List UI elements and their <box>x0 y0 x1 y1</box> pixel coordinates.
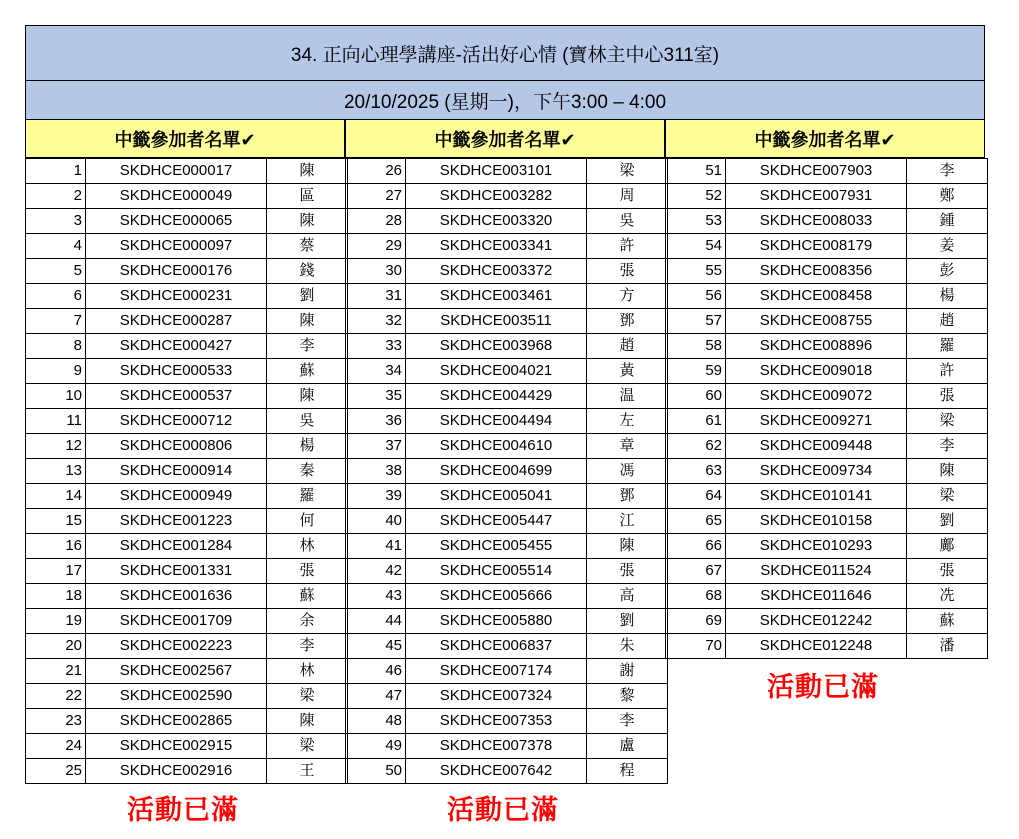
participant-surname: 馮 <box>587 459 668 484</box>
participant-surname: 羅 <box>267 484 348 509</box>
participant-number: 8 <box>26 334 86 359</box>
participant-surname: 蘇 <box>267 584 348 609</box>
table-row <box>346 659 668 684</box>
table-row <box>346 484 668 509</box>
participant-number: 60 <box>666 384 726 409</box>
participant-code: SKDHCE009271 <box>726 409 907 434</box>
participant-surname: 許 <box>907 359 988 384</box>
participant-code: SKDHCE007174 <box>406 659 587 684</box>
table-row <box>26 534 348 559</box>
table-row <box>666 259 988 284</box>
table-row <box>26 659 348 684</box>
participant-surname: 李 <box>907 434 988 459</box>
table-row <box>346 259 668 284</box>
participant-number: 9 <box>26 359 86 384</box>
participant-code: SKDHCE000231 <box>86 284 267 309</box>
participant-number: 34 <box>346 359 406 384</box>
participant-number: 22 <box>26 684 86 709</box>
participant-code: SKDHCE001223 <box>86 509 267 534</box>
participant-code: SKDHCE002865 <box>86 709 267 734</box>
participant-number: 6 <box>26 284 86 309</box>
participant-number: 39 <box>346 484 406 509</box>
participant-code: SKDHCE006837 <box>406 634 587 659</box>
participant-number: 66 <box>666 534 726 559</box>
table-row <box>26 284 348 309</box>
participant-number: 26 <box>346 159 406 184</box>
participant-surname: 朱 <box>587 634 668 659</box>
participant-code: SKDHCE011646 <box>726 584 907 609</box>
participant-surname: 張 <box>907 384 988 409</box>
table-row <box>346 409 668 434</box>
participant-code: SKDHCE007378 <box>406 734 587 759</box>
table-row <box>346 384 668 409</box>
participant-code: SKDHCE007353 <box>406 709 587 734</box>
participant-surname: 楊 <box>907 284 988 309</box>
table-row <box>346 209 668 234</box>
participant-number: 24 <box>26 734 86 759</box>
participant-code: SKDHCE000806 <box>86 434 267 459</box>
table-row <box>26 309 348 334</box>
participant-code: SKDHCE010293 <box>726 534 907 559</box>
table-row <box>346 359 668 384</box>
participant-number: 4 <box>26 234 86 259</box>
participant-surname: 姜 <box>907 234 988 259</box>
participant-surname: 許 <box>587 234 668 259</box>
participant-surname: 梁 <box>907 409 988 434</box>
participant-number: 7 <box>26 309 86 334</box>
column-header: 中籤參加者名單✔ <box>25 120 345 158</box>
participant-table <box>345 158 668 784</box>
table-row <box>666 609 988 634</box>
table-row <box>26 434 348 459</box>
participant-surname: 林 <box>267 534 348 559</box>
participant-number: 68 <box>666 584 726 609</box>
participant-surname: 劉 <box>907 509 988 534</box>
participant-number: 11 <box>26 409 86 434</box>
participant-surname: 彭 <box>907 259 988 284</box>
participant-column-3 <box>665 120 985 659</box>
participant-number: 53 <box>666 209 726 234</box>
participant-number: 13 <box>26 459 86 484</box>
participant-code: SKDHCE004494 <box>406 409 587 434</box>
participant-code: SKDHCE001636 <box>86 584 267 609</box>
table-row <box>26 184 348 209</box>
participant-code: SKDHCE002590 <box>86 684 267 709</box>
participant-surname: 章 <box>587 434 668 459</box>
table-row <box>666 384 988 409</box>
participant-surname: 李 <box>267 334 348 359</box>
participant-surname: 秦 <box>267 459 348 484</box>
participant-surname: 陳 <box>267 159 348 184</box>
table-row <box>26 259 348 284</box>
participant-code: SKDHCE008033 <box>726 209 907 234</box>
participant-code: SKDHCE000712 <box>86 409 267 434</box>
table-row <box>346 634 668 659</box>
participant-number: 50 <box>346 759 406 784</box>
participant-surname: 劉 <box>587 609 668 634</box>
table-row <box>26 359 348 384</box>
participant-surname: 陳 <box>267 709 348 734</box>
table-row <box>666 284 988 309</box>
participant-code: SKDHCE007324 <box>406 684 587 709</box>
participant-number: 21 <box>26 659 86 684</box>
participant-code: SKDHCE007931 <box>726 184 907 209</box>
participant-surname: 錢 <box>267 259 348 284</box>
participant-surname: 趙 <box>907 309 988 334</box>
participant-number: 40 <box>346 509 406 534</box>
participant-surname: 程 <box>587 759 668 784</box>
participant-code: SKDHCE000049 <box>86 184 267 209</box>
participant-number: 31 <box>346 284 406 309</box>
participant-code: SKDHCE000427 <box>86 334 267 359</box>
table-row <box>346 559 668 584</box>
participant-surname: 何 <box>267 509 348 534</box>
participant-surname: 温 <box>587 384 668 409</box>
participant-number: 14 <box>26 484 86 509</box>
participant-number: 51 <box>666 159 726 184</box>
participant-code: SKDHCE003461 <box>406 284 587 309</box>
participant-surname: 吳 <box>587 209 668 234</box>
participant-code: SKDHCE001331 <box>86 559 267 584</box>
participant-surname: 蘇 <box>907 609 988 634</box>
participant-code: SKDHCE009018 <box>726 359 907 384</box>
participant-surname: 張 <box>587 559 668 584</box>
participant-number: 29 <box>346 234 406 259</box>
participant-table <box>25 158 348 784</box>
participant-number: 1 <box>26 159 86 184</box>
participant-surname: 張 <box>907 559 988 584</box>
participant-code: SKDHCE004610 <box>406 434 587 459</box>
participant-code: SKDHCE005455 <box>406 534 587 559</box>
event-title-text: 34. 正向心理學講座-活出好心情 (寶林主中心311室) <box>290 44 720 66</box>
table-row <box>346 184 668 209</box>
participant-number: 58 <box>666 334 726 359</box>
table-row <box>26 484 348 509</box>
table-row <box>666 534 988 559</box>
participant-surname: 梁 <box>587 159 668 184</box>
participant-code: SKDHCE008896 <box>726 334 907 359</box>
table-row <box>26 584 348 609</box>
participant-surname: 林 <box>267 659 348 684</box>
participant-surname: 陳 <box>587 534 668 559</box>
table-row <box>666 509 988 534</box>
event-date-line <box>25 81 985 120</box>
participant-code: SKDHCE001284 <box>86 534 267 559</box>
table-row <box>666 159 988 184</box>
participant-code: SKDHCE002223 <box>86 634 267 659</box>
participant-number: 42 <box>346 559 406 584</box>
table-row <box>26 634 348 659</box>
participant-code: SKDHCE008179 <box>726 234 907 259</box>
participant-surname: 蘇 <box>267 359 348 384</box>
participant-number: 12 <box>26 434 86 459</box>
participant-surname: 趙 <box>587 334 668 359</box>
table-row <box>666 234 988 259</box>
table-row <box>26 334 348 359</box>
participant-code: SKDHCE009448 <box>726 434 907 459</box>
table-row <box>666 634 988 659</box>
table-row <box>666 484 988 509</box>
participant-surname: 梁 <box>267 734 348 759</box>
participant-code: SKDHCE010141 <box>726 484 907 509</box>
table-row <box>346 234 668 259</box>
table-row <box>666 209 988 234</box>
participant-number: 47 <box>346 684 406 709</box>
participant-code: SKDHCE000176 <box>86 259 267 284</box>
participant-surname: 鄧 <box>587 484 668 509</box>
participant-number: 48 <box>346 709 406 734</box>
participant-code: SKDHCE012242 <box>726 609 907 634</box>
participant-number: 37 <box>346 434 406 459</box>
table-row <box>26 509 348 534</box>
participant-code: SKDHCE004429 <box>406 384 587 409</box>
participant-surname: 潘 <box>907 634 988 659</box>
participant-code: SKDHCE000017 <box>86 159 267 184</box>
table-row <box>666 359 988 384</box>
participant-code: SKDHCE007903 <box>726 159 907 184</box>
participant-code: SKDHCE004021 <box>406 359 587 384</box>
table-row <box>346 709 668 734</box>
participant-number: 25 <box>26 759 86 784</box>
participant-code: SKDHCE001709 <box>86 609 267 634</box>
participant-code: SKDHCE008755 <box>726 309 907 334</box>
table-row <box>26 384 348 409</box>
participant-number: 2 <box>26 184 86 209</box>
participant-number: 49 <box>346 734 406 759</box>
participant-code: SKDHCE002916 <box>86 759 267 784</box>
participant-code: SKDHCE010158 <box>726 509 907 534</box>
participant-code: SKDHCE009734 <box>726 459 907 484</box>
table-row <box>26 709 348 734</box>
participant-surname: 鄭 <box>907 184 988 209</box>
participant-number: 23 <box>26 709 86 734</box>
participant-surname: 陳 <box>267 309 348 334</box>
participant-number: 45 <box>346 634 406 659</box>
participant-number: 3 <box>26 209 86 234</box>
participant-surname: 張 <box>267 559 348 584</box>
participant-surname: 冼 <box>907 584 988 609</box>
participant-number: 19 <box>26 609 86 634</box>
participant-code: SKDHCE000065 <box>86 209 267 234</box>
table-row <box>26 234 348 259</box>
participant-number: 70 <box>666 634 726 659</box>
participant-number: 20 <box>26 634 86 659</box>
participant-code: SKDHCE000949 <box>86 484 267 509</box>
participant-number: 36 <box>346 409 406 434</box>
participant-code: SKDHCE005880 <box>406 609 587 634</box>
participant-surname: 區 <box>267 184 348 209</box>
participant-number: 63 <box>666 459 726 484</box>
participant-surname: 李 <box>907 159 988 184</box>
participant-surname: 鄧 <box>587 309 668 334</box>
table-row <box>666 334 988 359</box>
participant-surname: 王 <box>267 759 348 784</box>
participant-surname: 盧 <box>587 734 668 759</box>
table-row <box>26 684 348 709</box>
table-row <box>346 609 668 634</box>
table-row <box>346 334 668 359</box>
participant-code: SKDHCE003101 <box>406 159 587 184</box>
participant-number: 32 <box>346 309 406 334</box>
column-header: 中籤參加者名單✔ <box>345 120 665 158</box>
participant-code: SKDHCE002915 <box>86 734 267 759</box>
participant-surname: 梁 <box>907 484 988 509</box>
participant-surname: 周 <box>587 184 668 209</box>
participant-surname: 方 <box>587 284 668 309</box>
participant-code: SKDHCE003320 <box>406 209 587 234</box>
table-row <box>346 309 668 334</box>
event-date-text: 20/10/2025 (星期一)，下午3:00 – 4:00 <box>343 91 667 113</box>
participant-number: 52 <box>666 184 726 209</box>
participant-number: 56 <box>666 284 726 309</box>
participant-number: 15 <box>26 509 86 534</box>
table-row <box>26 734 348 759</box>
event-title <box>25 25 985 81</box>
participant-code: SKDHCE003282 <box>406 184 587 209</box>
participant-surname: 黎 <box>587 684 668 709</box>
table-row <box>26 409 348 434</box>
activity-full-label: 活動已滿 <box>447 795 559 825</box>
participant-number: 67 <box>666 559 726 584</box>
participant-number: 38 <box>346 459 406 484</box>
participant-code: SKDHCE000914 <box>86 459 267 484</box>
participant-number: 28 <box>346 209 406 234</box>
participant-number: 17 <box>26 559 86 584</box>
table-row <box>346 159 668 184</box>
participant-code: SKDHCE003968 <box>406 334 587 359</box>
participant-number: 35 <box>346 384 406 409</box>
participant-code: SKDHCE005514 <box>406 559 587 584</box>
participant-surname: 劉 <box>267 284 348 309</box>
participant-code: SKDHCE000287 <box>86 309 267 334</box>
participant-code: SKDHCE000533 <box>86 359 267 384</box>
participant-number: 33 <box>346 334 406 359</box>
table-row <box>346 759 668 784</box>
participant-number: 10 <box>26 384 86 409</box>
participant-surname: 陳 <box>267 384 348 409</box>
participant-code: SKDHCE004699 <box>406 459 587 484</box>
participant-surname: 蔡 <box>267 234 348 259</box>
participant-surname: 張 <box>587 259 668 284</box>
table-row <box>346 459 668 484</box>
table-row <box>666 559 988 584</box>
participant-surname: 黃 <box>587 359 668 384</box>
table-row <box>666 459 988 484</box>
participant-code: SKDHCE000097 <box>86 234 267 259</box>
participant-number: 18 <box>26 584 86 609</box>
activity-full-label: 活動已滿 <box>127 795 239 825</box>
activity-full-label: 活動已滿 <box>767 672 879 702</box>
participant-surname: 李 <box>587 709 668 734</box>
participant-column-2 <box>345 120 665 784</box>
participant-surname: 余 <box>267 609 348 634</box>
participant-number: 61 <box>666 409 726 434</box>
participant-surname: 高 <box>587 584 668 609</box>
table-row <box>346 434 668 459</box>
table-row <box>666 309 988 334</box>
participant-number: 64 <box>666 484 726 509</box>
participant-surname: 梁 <box>267 684 348 709</box>
participant-table <box>665 158 988 659</box>
participant-surname: 陳 <box>907 459 988 484</box>
participant-number: 5 <box>26 259 86 284</box>
table-row <box>26 559 348 584</box>
participant-number: 44 <box>346 609 406 634</box>
participant-code: SKDHCE000537 <box>86 384 267 409</box>
participant-code: SKDHCE003341 <box>406 234 587 259</box>
participant-code: SKDHCE007642 <box>406 759 587 784</box>
participant-surname: 李 <box>267 634 348 659</box>
participant-code: SKDHCE003511 <box>406 309 587 334</box>
participant-code: SKDHCE011524 <box>726 559 907 584</box>
participant-code: SKDHCE002567 <box>86 659 267 684</box>
participant-number: 57 <box>666 309 726 334</box>
table-row <box>346 684 668 709</box>
participant-code: SKDHCE012248 <box>726 634 907 659</box>
table-row <box>346 509 668 534</box>
participant-surname: 鄺 <box>907 534 988 559</box>
table-row <box>26 209 348 234</box>
participant-number: 46 <box>346 659 406 684</box>
participant-number: 65 <box>666 509 726 534</box>
participant-surname: 楊 <box>267 434 348 459</box>
participant-number: 69 <box>666 609 726 634</box>
participant-code: SKDHCE005447 <box>406 509 587 534</box>
participant-column-1 <box>25 120 345 784</box>
participant-surname: 陳 <box>267 209 348 234</box>
table-row <box>26 609 348 634</box>
column-header: 中籤參加者名單✔ <box>665 120 985 158</box>
participant-code: SKDHCE005666 <box>406 584 587 609</box>
participant-code: SKDHCE003372 <box>406 259 587 284</box>
table-row <box>346 584 668 609</box>
participant-number: 55 <box>666 259 726 284</box>
participant-code: SKDHCE008458 <box>726 284 907 309</box>
table-row <box>26 759 348 784</box>
table-row <box>346 734 668 759</box>
participant-number: 16 <box>26 534 86 559</box>
participant-number: 54 <box>666 234 726 259</box>
participant-code: SKDHCE005041 <box>406 484 587 509</box>
table-row <box>666 409 988 434</box>
participant-surname: 吳 <box>267 409 348 434</box>
table-row <box>26 459 348 484</box>
participant-code: SKDHCE009072 <box>726 384 907 409</box>
table-row <box>26 159 348 184</box>
participant-number: 62 <box>666 434 726 459</box>
table-row <box>666 434 988 459</box>
table-row <box>346 284 668 309</box>
participant-surname: 謝 <box>587 659 668 684</box>
participant-surname: 羅 <box>907 334 988 359</box>
table-row <box>666 584 988 609</box>
participant-surname: 左 <box>587 409 668 434</box>
participant-code: SKDHCE008356 <box>726 259 907 284</box>
participant-number: 43 <box>346 584 406 609</box>
participant-surname: 鍾 <box>907 209 988 234</box>
table-row <box>666 184 988 209</box>
participant-number: 30 <box>346 259 406 284</box>
participant-number: 27 <box>346 184 406 209</box>
participant-surname: 江 <box>587 509 668 534</box>
participant-number: 59 <box>666 359 726 384</box>
participant-number: 41 <box>346 534 406 559</box>
table-row <box>346 534 668 559</box>
